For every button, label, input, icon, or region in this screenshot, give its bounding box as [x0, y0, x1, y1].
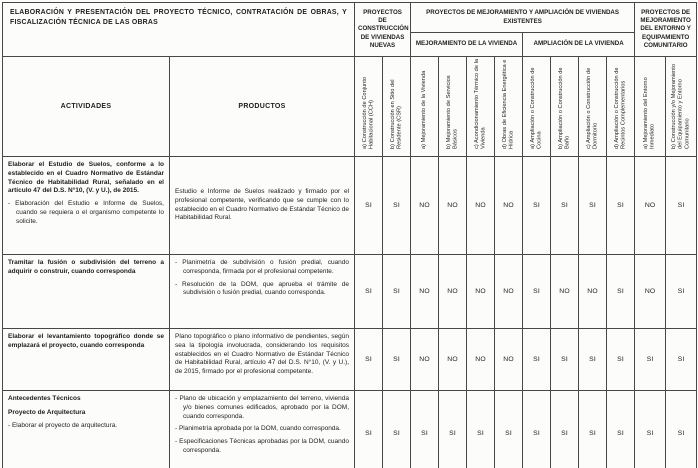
activity-heading: Proyecto de Arquitectura: [8, 408, 86, 416]
value-cell: SI: [579, 157, 607, 255]
value-cell: SI: [383, 391, 411, 468]
column-header-label: a) Construcción de Conjunto Habitacional (CCH): [361, 76, 375, 149]
document-title: ELABORACIÓN Y PRESENTACIÓN DEL PROYECTO TÉCNICO, CONTRATACIÓN DE OBRAS, Y FISCALIZACIÓN TÉCNICA DE LAS OBRAS: [3, 3, 355, 57]
column-header-mejoramiento-vivienda: [411, 57, 439, 157]
value-cell: SI: [355, 157, 383, 255]
value-cell: NO: [411, 255, 439, 329]
table-row: [3, 391, 697, 468]
value-cell: NO: [495, 329, 523, 391]
column-header-cch: [355, 57, 383, 157]
value-cell: SI: [607, 255, 635, 329]
column-header-label: b) Ampliación o Construcción de Baño: [557, 67, 571, 149]
value-cell: SI: [607, 391, 635, 468]
value-cell: SI: [495, 391, 523, 468]
value-cell: SI: [383, 255, 411, 329]
column-header-actividades: ACTIVIDADES: [3, 57, 170, 157]
table-row: [3, 255, 697, 329]
activity-bullet: - Elaborar el proyecto de arquitectura.: [8, 421, 118, 429]
product-bullet: - Planimetría de subdivisión o fusión predial, cuando corresponda, firmada por el profesional competente.: [175, 259, 350, 275]
value-cell: SI: [355, 391, 383, 468]
value-cell: NO: [495, 157, 523, 255]
group-header-mejoramiento-ampliacion: PROYECTOS DE MEJORAMIENTO Y AMPLIACIÓN DE VIVIENDAS EXISTENTES: [411, 3, 635, 33]
activity-main-text: Elaborar el levantamiento topográfico donde se emplazará el proyecto, cuando corresponda: [8, 333, 164, 349]
value-cell: SI: [607, 157, 635, 255]
product-cell: [170, 255, 355, 329]
value-cell: SI: [666, 157, 697, 255]
column-header-label: d) Ampliación o Construcción de Recintos Complementarios: [613, 67, 627, 149]
value-cell: NO: [467, 157, 495, 255]
column-header-ampliacion-cocina: [523, 57, 551, 157]
project-requirements-table: [2, 2, 697, 468]
value-cell: NO: [551, 255, 579, 329]
value-cell: SI: [635, 329, 666, 391]
column-header-ampliacion-bano: [551, 57, 579, 157]
column-header-equipamiento-comunitario: [666, 57, 697, 157]
value-cell: SI: [635, 391, 666, 468]
value-cell: SI: [666, 329, 697, 391]
product-cell: [170, 157, 355, 255]
value-cell: SI: [666, 255, 697, 329]
column-header-eficiencia-energetica: [495, 57, 523, 157]
value-cell: SI: [551, 391, 579, 468]
product-bullet: - Planimetría aprobada por la DOM, cuando corresponda.: [175, 425, 341, 433]
subgroup-header-mejoramiento-vivienda: MEJORAMIENTO DE LA VIVIENDA: [411, 33, 523, 57]
value-cell: SI: [355, 255, 383, 329]
column-header-label: b) Construcción en Sitio del Residente (CSR): [389, 79, 403, 149]
product-cell: [170, 329, 355, 391]
column-header-productos: PRODUCTOS: [170, 57, 355, 157]
activity-heading: Antecedentes Técnicos: [8, 395, 81, 402]
activity-cell: [3, 255, 170, 329]
value-cell: NO: [635, 157, 666, 255]
column-header-label: a) Mejoramiento de la Vivienda: [421, 70, 428, 149]
value-cell: SI: [523, 255, 551, 329]
column-header-label: b) Mejoramiento de Servicios Básicos: [445, 75, 459, 149]
product-bullet: - Especificaciones Técnicas aprobadas por la DOM, cuando corresponda.: [175, 438, 350, 454]
value-cell: NO: [467, 329, 495, 391]
table-row: [3, 329, 697, 391]
column-header-csr: [383, 57, 411, 157]
subgroup-header-ampliacion-vivienda: AMPLIACIÓN DE LA VIVIENDA: [523, 33, 635, 57]
activity-cell: [3, 391, 170, 468]
column-header-label: a) Mejoramiento del Entorno Inmediato: [643, 77, 657, 149]
column-header-label: d) Obras de Eficiencia Energética e Hídrica: [501, 59, 515, 149]
product-bullet: - Plano de ubicación y emplazamiento del terreno, vivienda y/o bienes comunes edificados, aprobado por la DOM, cuando corresponda.: [175, 395, 350, 420]
value-cell: SI: [523, 157, 551, 255]
table-row: [3, 157, 697, 255]
value-cell: SI: [355, 329, 383, 391]
value-cell: NO: [439, 329, 467, 391]
value-cell: SI: [607, 329, 635, 391]
column-header-label: b) Construcción y/o Mejoramiento del Equipamiento y Entorno Comunitario: [671, 63, 691, 149]
value-cell: NO: [467, 255, 495, 329]
product-cell: [170, 391, 355, 468]
value-cell: NO: [579, 255, 607, 329]
column-header-servicios-basicos: [439, 57, 467, 157]
value-cell: SI: [523, 391, 551, 468]
value-cell: SI: [523, 329, 551, 391]
value-cell: SI: [551, 329, 579, 391]
value-cell: NO: [411, 157, 439, 255]
column-header-label: c) Ampliación o Construcción de Dormitorio: [585, 67, 599, 149]
product-bullet: - Resolución de la DOM, que aprueba el trámite de subdivisión o fusión predial, cuando corresponda.: [175, 280, 350, 297]
value-cell: SI: [467, 391, 495, 468]
product-text: Plano topográfico o plano informativo de pendientes, según sea la tipología involucrada, considerando los requisitos establecidos en el Cuadro Normativo de Estándar Técnico de Habitabilidad Rural, artículo 47 del D.S. N°10, (V. y U.), de 2015, firmado por el profesional competente.: [175, 333, 350, 376]
column-header-label: c) Acondicionamiento Térmico de la Vivienda: [473, 59, 487, 149]
header-row-columns: [3, 57, 697, 157]
activity-main-text: Elaborar el Estudio de Suelos, conforme a lo establecido en el Cuadro Normativo de Estándar Técnico de Habitabilidad Rural, señalado en el artículo 47 del D.S. N°10, (V. y U.), de 2015.: [8, 161, 164, 195]
column-header-label: a) Ampliación o Construcción de Cocina: [529, 67, 543, 149]
value-cell: NO: [495, 255, 523, 329]
column-header-acondicionamiento-termico: [467, 57, 495, 157]
column-header-recintos-complementarios: [607, 57, 635, 157]
activity-cell: [3, 157, 170, 255]
activity-cell: [3, 329, 170, 391]
value-cell: SI: [579, 329, 607, 391]
column-header-ampliacion-dormitorio: [579, 57, 607, 157]
value-cell: SI: [551, 157, 579, 255]
value-cell: SI: [666, 391, 697, 468]
value-cell: SI: [579, 391, 607, 468]
activity-bullet: - Elaboración del Estudio e Informe de Suelos, cuando se requiera o el organismo competente lo solicite.: [8, 200, 164, 225]
value-cell: SI: [383, 157, 411, 255]
value-cell: NO: [439, 157, 467, 255]
value-cell: NO: [411, 329, 439, 391]
value-cell: SI: [383, 329, 411, 391]
column-header-entorno-inmediato: [635, 57, 666, 157]
group-header-construccion-viviendas-nuevas: PROYECTOS DE CONSTRUCCIÓN DE VIVIENDAS NUEVAS: [355, 3, 411, 57]
activity-main-text: Tramitar la fusión o subdivisión del terreno a adquirir o construir, cuando corresponda: [8, 259, 164, 275]
group-header-entorno-equipamiento: PROYECTOS DE MEJORAMIENTO DEL ENTORNO Y EQUIPAMIENTO COMUNITARIO: [635, 3, 697, 57]
value-cell: SI: [411, 391, 439, 468]
value-cell: NO: [439, 255, 467, 329]
product-text: Estudio e Informe de Suelos realizado y firmado por el profesional competente, verificando que se cumple con lo establecido en el Cuadro Normativo de Estándar Técnico de Habitabilidad Rural.: [175, 187, 350, 222]
header-row-groups: [3, 3, 697, 33]
value-cell: NO: [635, 255, 666, 329]
value-cell: SI: [439, 391, 467, 468]
